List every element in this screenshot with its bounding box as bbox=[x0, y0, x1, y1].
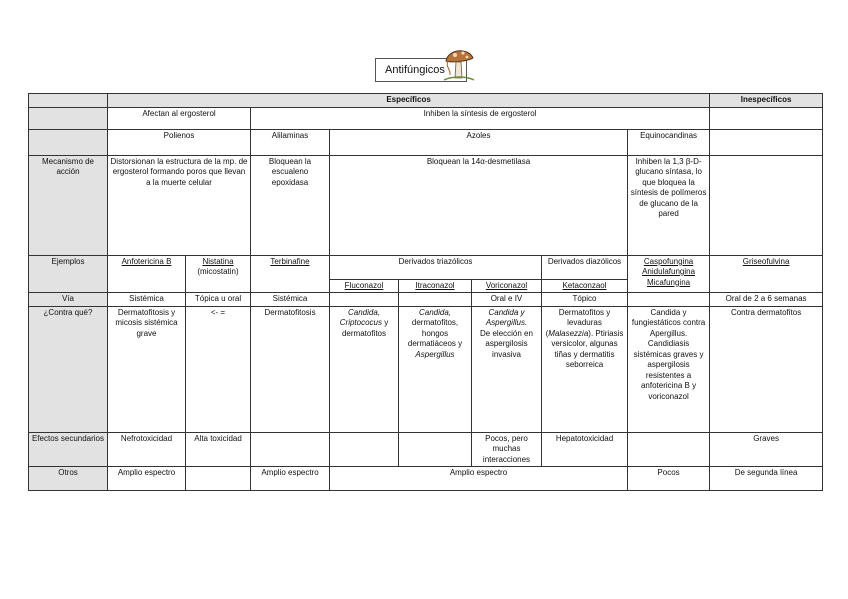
text-italic: Candida y Aspergillus. bbox=[485, 307, 528, 327]
via-itraconazol bbox=[399, 293, 472, 307]
contra-anfotericina: Dermatofitosis y micosis sistémica grave bbox=[108, 306, 186, 432]
mecanismo-row bbox=[29, 155, 823, 255]
contra-terbinafine: Dermatofitosis bbox=[251, 306, 330, 432]
antifungal-table bbox=[28, 93, 823, 491]
caspofungina-link: Caspofungina bbox=[643, 256, 694, 266]
efectos-fluconazol bbox=[330, 432, 399, 467]
mushroom-icon bbox=[442, 45, 476, 83]
otros-griseofulvina: De segunda línea bbox=[710, 467, 823, 491]
griseofulvina-link: Griseofulvina bbox=[742, 256, 790, 266]
azoles-cell: Azoles bbox=[330, 129, 628, 155]
otros-row bbox=[29, 467, 823, 491]
via-row bbox=[29, 293, 823, 307]
via-fluconazol bbox=[330, 293, 399, 307]
via-griseofulvina: Oral de 2 a 6 semanas bbox=[710, 293, 823, 307]
contra-label: ¿Contra qué? bbox=[29, 306, 108, 432]
efectos-itraconazol bbox=[399, 432, 472, 467]
efectos-voriconazol: Pocos, pero muchas interacciones bbox=[472, 432, 542, 467]
mecanismo-polienos: Distorsionan la estructura de la mp. de ergosterol formando poros que llevan a la muerte celular bbox=[108, 155, 251, 255]
text-italic: Aspergillus bbox=[415, 349, 455, 359]
contra-fluconazol bbox=[330, 306, 399, 432]
text-italic: Candida, bbox=[347, 307, 381, 317]
especificos-header: Específicos bbox=[108, 94, 710, 108]
mecanismo-alilaminas: Bloquean la escualeno epoxidasa bbox=[251, 155, 330, 255]
inhiben-sintesis-cell: Inhiben la síntesis de ergosterol bbox=[251, 107, 710, 129]
triazolicos-cell: Derivados triazólicos bbox=[330, 255, 542, 279]
ketoconazol-link: Ketaconzaol bbox=[562, 280, 607, 290]
via-terbinafine: Sistémica bbox=[251, 293, 330, 307]
ejemplo-nistatina bbox=[186, 255, 251, 293]
ejemplo-anfotericina bbox=[108, 255, 186, 293]
otros-equinocandinas: Pocos bbox=[628, 467, 710, 491]
text: dermatofitos bbox=[341, 328, 387, 338]
afectan-ergosterol-cell: Afectan al ergosterol bbox=[108, 107, 251, 129]
anfotericina-link: Anfotericina B bbox=[121, 256, 172, 266]
ejemplos-row bbox=[29, 255, 823, 279]
itraconazol-link: Itraconazol bbox=[415, 280, 455, 290]
contra-ketoconazol bbox=[542, 306, 628, 432]
text: De elección en aspergilosis invasiva bbox=[480, 328, 533, 359]
text-italic: Criptococus bbox=[339, 318, 382, 327]
contra-griseofulvina: Contra dermatofitos bbox=[710, 306, 823, 432]
equinocandinas-cell: Equinocandinas bbox=[628, 129, 710, 155]
contra-equinocandinas: Candida y fungiestáticos contra Apergillus. Candidiasis sistémicas graves y aspergilosis resistentes a anfotericina B y voriconazol bbox=[628, 306, 710, 432]
contra-row bbox=[29, 306, 823, 432]
text-italic: Malasezzia bbox=[548, 328, 589, 338]
nistatina-note: (micostatin) bbox=[197, 267, 239, 276]
fluconazol-link: Fluconazol bbox=[344, 280, 384, 290]
ejemplo-terbinafine bbox=[251, 255, 330, 293]
ejemplo-itraconazol bbox=[399, 279, 472, 293]
efectos-nistatina: Alta toxicidad bbox=[186, 432, 251, 467]
contra-voriconazol bbox=[472, 306, 542, 432]
text: dermatofitos, hongos dermatiáceos y bbox=[407, 318, 463, 348]
via-ketoconazol: Tópico bbox=[542, 293, 628, 307]
via-anfotericina: Sistémica bbox=[108, 293, 186, 307]
nistatina-link: Nistatina bbox=[202, 256, 234, 266]
voriconazol-link: Voriconazol bbox=[485, 280, 528, 290]
empty-cell bbox=[710, 107, 823, 129]
efectos-anfotericina: Nefrotoxicidad bbox=[108, 432, 186, 467]
ejemplo-equinocandinas bbox=[628, 255, 710, 293]
page-title: Antifúngicos bbox=[385, 64, 445, 76]
terbinafine-link: Terbinafine bbox=[270, 256, 310, 266]
efectos-row bbox=[29, 432, 823, 467]
anidulafungina-link: Anidulafungina bbox=[642, 267, 696, 276]
mecanismo-label: Mecanismo de acción bbox=[29, 155, 108, 255]
otros-nistatina bbox=[186, 467, 251, 491]
efectos-label: Efectos secundarios bbox=[29, 432, 108, 467]
efectos-ketoconazol: Hepatotoxicidad bbox=[542, 432, 628, 467]
mecanismo-azoles: Bloquean la 14α-desmetilasa bbox=[330, 155, 628, 255]
text: ). Ptiriasis versicolor, algunas tiñas y dermatitis seborreica bbox=[551, 328, 624, 369]
via-label: Vía bbox=[29, 293, 108, 307]
text: y bbox=[382, 318, 389, 327]
target-row bbox=[29, 107, 823, 129]
via-equinocandinas bbox=[628, 293, 710, 307]
efectos-griseofulvina: Graves bbox=[710, 432, 823, 467]
efectos-equinocandinas bbox=[628, 432, 710, 467]
micafungina-link: Micafungina bbox=[646, 277, 691, 287]
header-row bbox=[29, 94, 823, 108]
via-voriconazol: Oral e IV bbox=[472, 293, 542, 307]
efectos-terbinafine bbox=[251, 432, 330, 467]
inespecificos-header: Inespecíficos bbox=[710, 94, 823, 108]
otros-azoles: Amplio espectro bbox=[330, 467, 628, 491]
empty-cell bbox=[710, 155, 823, 255]
text-italic: Candida, bbox=[418, 307, 452, 317]
contra-itraconazol bbox=[399, 306, 472, 432]
text: Dermatofitos y levaduras ( bbox=[545, 307, 611, 338]
otros-anfotericina: Amplio espectro bbox=[108, 467, 186, 491]
ejemplos-label: Ejemplos bbox=[29, 255, 108, 293]
family-row bbox=[29, 129, 823, 155]
otros-label: Otros bbox=[29, 467, 108, 491]
empty-cell bbox=[710, 129, 823, 155]
polienos-cell: Polienos bbox=[108, 129, 251, 155]
ejemplo-fluconazol bbox=[330, 279, 399, 293]
otros-terbinafine: Amplio espectro bbox=[251, 467, 330, 491]
via-nistatina: Tópica u oral bbox=[186, 293, 251, 307]
corner-cell bbox=[29, 94, 108, 108]
row-head-empty bbox=[29, 129, 108, 155]
ejemplo-ketoconazol bbox=[542, 279, 628, 293]
mecanismo-equinocandinas: Inhiben la 1,3 β-D-glucano síntasa, lo que bloquea la síntesis de polímeros de glucano de la pared bbox=[628, 155, 710, 255]
ejemplo-voriconazol bbox=[472, 279, 542, 293]
imidazolicos-cell: Derivados diazólicos bbox=[542, 255, 628, 279]
alilaminas-cell: Alilaminas bbox=[251, 129, 330, 155]
row-head-empty bbox=[29, 107, 108, 129]
contra-nistatina: <- = bbox=[186, 306, 251, 432]
ejemplo-griseofulvina bbox=[710, 255, 823, 293]
